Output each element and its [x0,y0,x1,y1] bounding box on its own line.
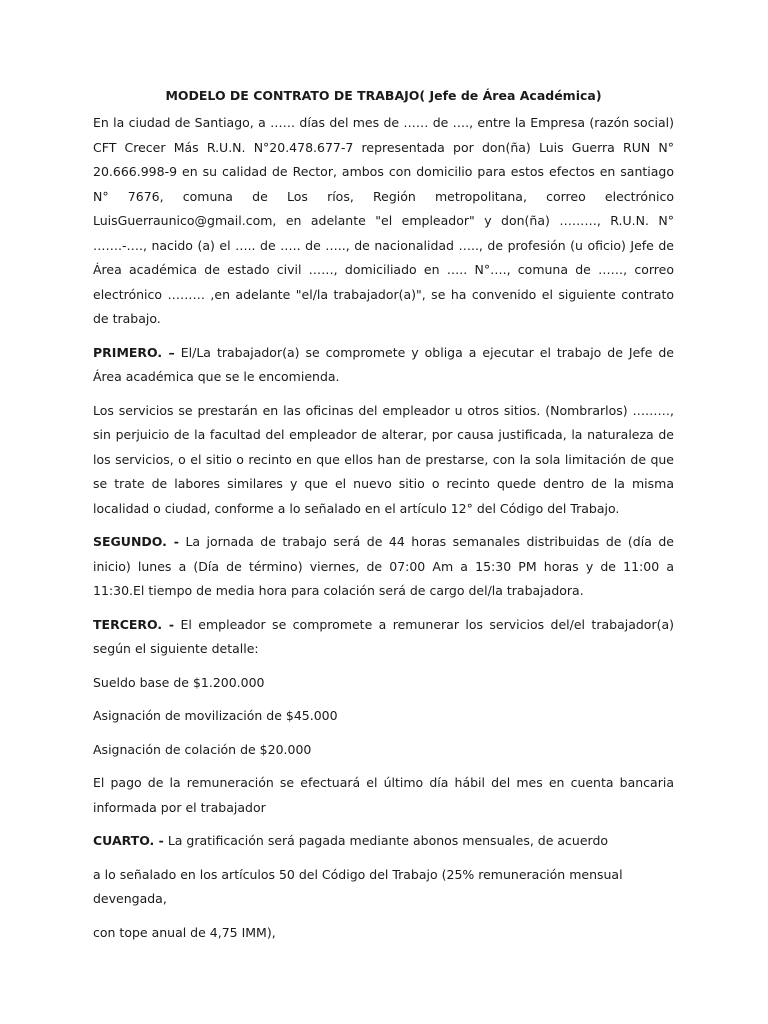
meal-allowance-line: Asignación de colación de $20.000 [93,741,312,757]
clause-cuarto-label: CUARTO. - [93,833,164,848]
clause-tercero [93,613,674,662]
clause-cuarto-line-2: a lo señalado en los artículos 50 del Código del Trabajo (25% remuneración mensual devengada, [93,866,623,906]
clause-cuarto-text: La gratificación será pagada mediante abonos mensuales, de acuerdo [163,833,609,848]
clause-tercero-text: El empleador se compromete a remunerar los servicios del/el trabajador(a) según el siguiente detalle: [93,616,674,656]
services-paragraph: Los servicios se prestarán en las oficinas del empleador u otros sitios. (Nombrarlos) ………, sin perjuicio de la facultad del empleador de alterar, por causa justificada, la naturaleza de los servicios, o el sitio o recinto en que ellos han de prestarse, con la sola limitación de que se trate de labores similares y que el nuevo sitio o recinto quede dentro de la misma localidad o ciudad, conforme a lo señalado en el artículo 12° del Código del Trabajo. [93,402,674,516]
clause-primero [93,341,674,390]
clause-cuarto [93,829,674,854]
clause-segundo [93,530,674,604]
clause-primero-label: PRIMERO. – [93,344,175,360]
document-title: MODELO DE CONTRATO DE TRABAJO( Jefe de Área Académica) [165,88,602,103]
clause-segundo-text: La jornada de trabajo será de 44 horas semanales distribuidas de (día de inicio) lunes a (Día de término) viernes, de 07:00 Am a 15:30 PM horas y de 11:00 a 11:30.El tiempo de media hora para colación será de cargo del/la trabajadora. [93,534,674,598]
clause-tercero-label: TERCERO. - [93,616,175,632]
mobility-allowance-line: Asignación de movilización de $45.000 [93,708,338,723]
salary-base-line: Sueldo base de $1.200.000 [93,674,265,690]
intro-paragraph: En la ciudad de Santiago, a …… días del mes de …… de …., entre la Empresa (razón social) CFT Crecer Más R.U.N. N°20.478.677-7 representada por don(ña) Luis Guerra RUN N° 20.666.998-9 en su calidad de Rector, ambos con domicilio para estos efectos en santiago N° 7676, comuna de Los ríos, Región metropolitana, correo electrónico LuisGuerraunico@gmail.com, en adelante "el empleador" y don(ña) ………, R.U.N. N° …….-…., nacido (a) el ….. de ….. de ….., de nacionalidad ….., de profesión (u oficio) Jefe de Área académica de estado civil ……, domiciliado en ….. N°…., comuna de ……, correo electrónico ……… ,en adelante "el/la trabajador(a)", se ha convenido el siguiente contrato de trabajo. [93,115,674,326]
contract-document [93,87,674,954]
clause-segundo-label: SEGUNDO. - [93,534,179,549]
clause-primero-text: El/La trabajador(a) se compromete y obliga a ejecutar el trabajo de Jefe de Área académica que se le encomienda. [93,344,674,384]
payment-paragraph: El pago de la remuneración se efectuará el último día hábil del mes en cuenta bancaria informada por el trabajador [93,775,674,815]
clause-cuarto-line-3: con tope anual de 4,75 IMM), [93,924,276,940]
